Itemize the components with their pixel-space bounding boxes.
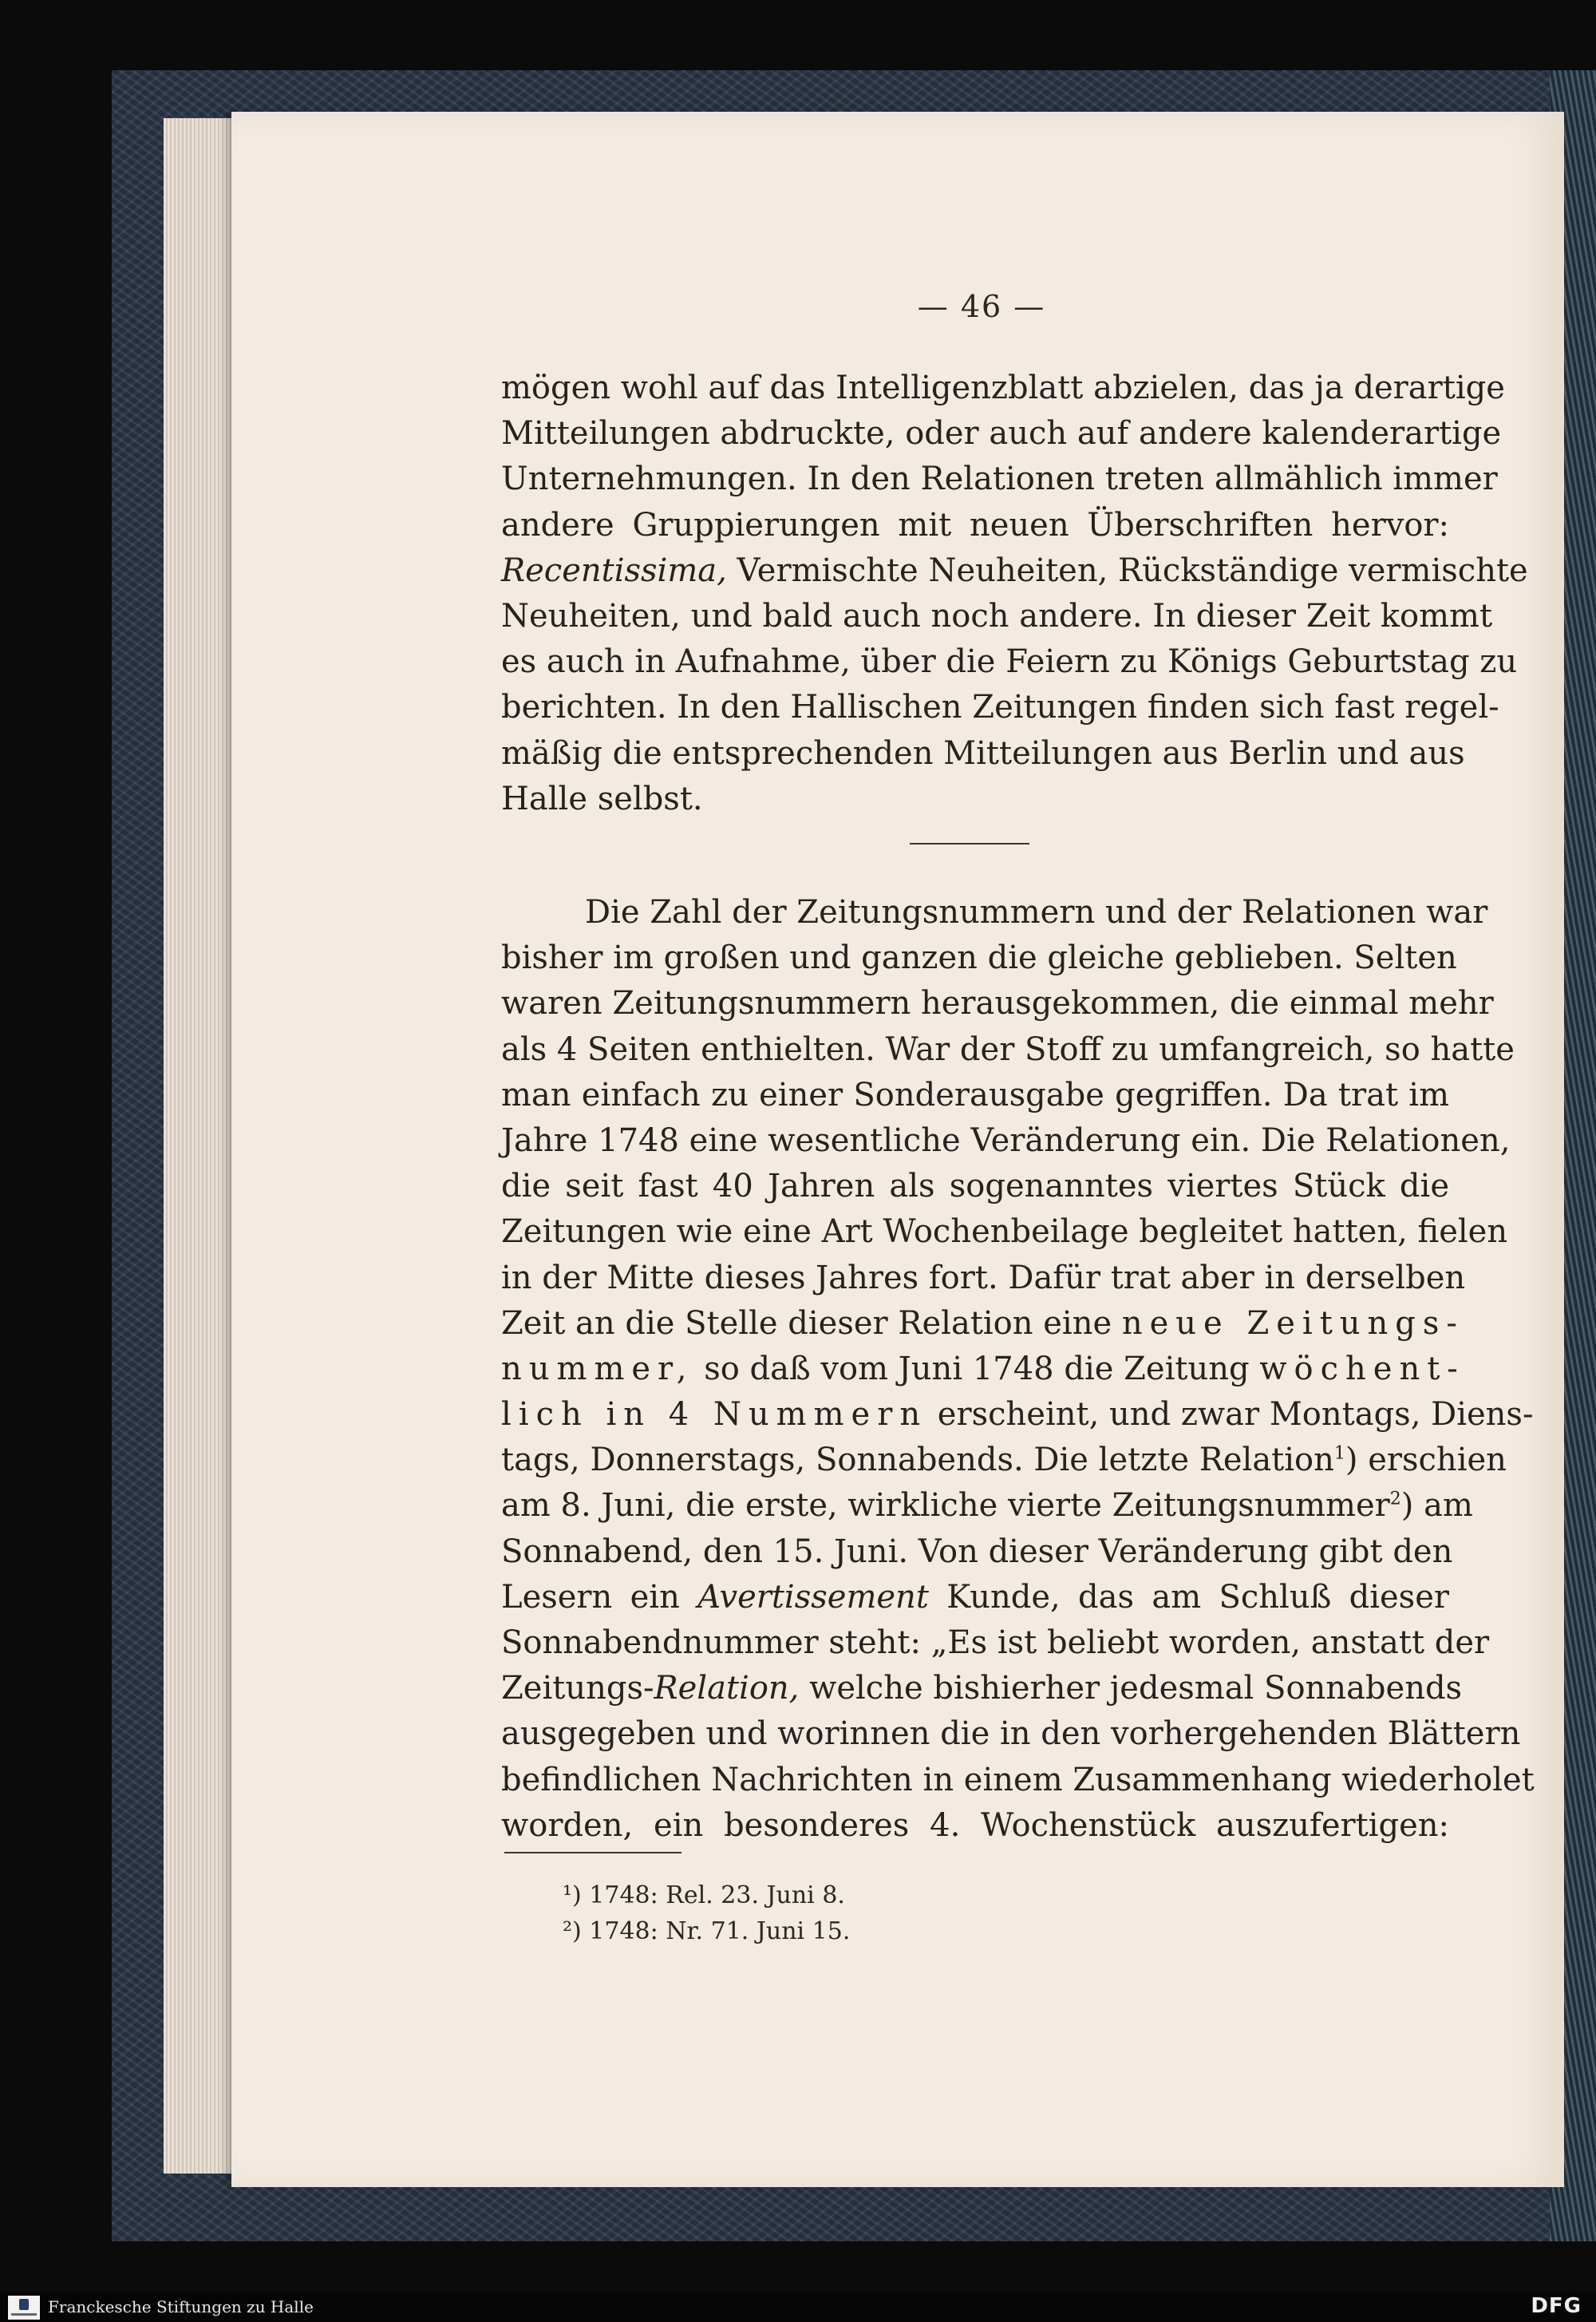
text-fragment: Kunde, das am Schluß dieser	[946, 1578, 1450, 1616]
section-divider	[910, 843, 1029, 845]
spaced-emphasis: wöchent-	[1259, 1350, 1465, 1387]
footnote-2: ²) 1748: Nr. 71. Juni 15.	[563, 1917, 851, 1945]
text-line: Sonnabend, den 15. Juni. Von dieser Veränderung gibt den	[501, 1533, 1453, 1570]
footnote-ref-1: 1	[1333, 1443, 1345, 1464]
text-line	[501, 1438, 1507, 1483]
spaced-emphasis: lich in 4 Nummern	[501, 1396, 928, 1434]
text-line: Zeitungen wie eine Art Wochenbeilage begleitet hatten, fielen	[501, 1213, 1508, 1251]
italic-term: Recentissima,	[501, 552, 727, 589]
text-line: als 4 Seiten enthielten. War der Stoff zu umfangreich, so hatte	[501, 1030, 1515, 1068]
footnotes	[563, 1877, 1121, 1949]
footnote-ref-2: 2	[1389, 1489, 1401, 1510]
italic-term: Avertissement	[697, 1578, 929, 1616]
text-line: Halle selbst.	[501, 780, 703, 817]
text-line	[501, 1347, 1465, 1392]
text-line: in der Mitte dieses Jahres fort. Dafür trat aber in derselben	[501, 1259, 1466, 1296]
paragraph-2	[501, 890, 1535, 1849]
text-line	[501, 1575, 1449, 1620]
text-line: es auch in Aufnahme, über die Feiern zu Königs Geburtstag zu	[501, 643, 1518, 681]
text-line: bisher im großen und ganzen die gleiche geblieben. Selten	[501, 939, 1457, 977]
text-fragment: ) am	[1400, 1487, 1473, 1525]
text-line: befindlichen Nachrichten in einem Zusammenhang wiederholet	[501, 1761, 1535, 1798]
logo-underline	[11, 2313, 37, 2316]
text-line: ausgegeben und worinnen die in den vorhergehenden Blättern	[501, 1715, 1521, 1753]
text-line: Sonnabendnummer steht: „Es ist beliebt worden, anstatt der	[501, 1624, 1490, 1661]
text-line: die seit fast 40 Jahren als sogenanntes viertes Stück die	[501, 1168, 1449, 1205]
italic-term: Relation,	[654, 1670, 800, 1707]
text-line: Unternehmungen. In den Relationen treten allmählich immer	[501, 461, 1498, 498]
text-fragment: Lesern ein	[501, 1578, 680, 1616]
footnote-rule	[504, 1852, 681, 1853]
paragraph-1	[501, 366, 1528, 822]
text-fragment: Zeitungs-	[501, 1670, 654, 1707]
spaced-emphasis: nummer,	[501, 1350, 694, 1387]
text-line: man einfach zu einer Sonderausgabe gegriffen. Da trat im	[501, 1076, 1449, 1114]
institution-name: Franckesche Stiftungen zu Halle	[48, 2297, 314, 2316]
text-fragment: Zeit an die Stelle dieser Relation eine	[501, 1304, 1112, 1342]
text-line: mögen wohl auf das Intelligenzblatt abzielen, das ja derartige	[501, 370, 1505, 406]
text-fragment: Vermischte Neuheiten, Rückständige vermischte	[726, 552, 1528, 589]
footnote-1: ¹) 1748: Rel. 23. Juni 8.	[563, 1881, 845, 1909]
text-fragment: welche bishierher jedesmal Sonnabends	[809, 1670, 1463, 1707]
text-line: Jahre 1748 eine wesentliche Veränderung ein. Die Relationen,	[501, 1121, 1511, 1159]
text-line: Die Zahl der Zeitungsnummern und der Relationen war	[585, 894, 1488, 931]
page-stack-edges	[164, 118, 239, 2174]
text-fragment: ) erschien	[1345, 1442, 1507, 1479]
text-fragment: erscheint, und zwar Montags, Diens-	[937, 1396, 1534, 1434]
text-line	[501, 1666, 1463, 1711]
logo-mark	[19, 2299, 29, 2310]
text-line: Mitteilungen abdruckte, oder auch auf andere kalenderartige	[501, 415, 1502, 453]
text-fragment: tags, Donnerstags, Sonnabends. Die letzte Relation	[501, 1442, 1334, 1479]
text-line: worden, ein besonderes 4. Wochenstück auszufertigen:	[501, 1806, 1449, 1844]
spaced-emphasis: neue Zeitungs-	[1121, 1304, 1464, 1342]
page-number: — 46 —	[917, 289, 1046, 324]
text-fragment: so daß vom Juni 1748 die Zeitung	[704, 1350, 1250, 1387]
text-line: andere Gruppierungen mit neuen Überschriften hervor:	[501, 506, 1449, 544]
text-line: Neuheiten, und bald auch noch andere. In dieser Zeit kommt	[501, 597, 1493, 635]
text-line: waren Zeitungsnummern herausgekommen, die einmal mehr	[501, 985, 1494, 1023]
text-line	[501, 1392, 1534, 1438]
text-fragment: am 8. Juni, die erste, wirkliche vierte Zeitungsnummer	[501, 1487, 1390, 1525]
text-line	[501, 548, 1528, 594]
dfg-logo: DFG	[1531, 2294, 1582, 2318]
text-line	[501, 1301, 1464, 1347]
text-line	[501, 1483, 1473, 1529]
text-line: berichten. In den Hallischen Zeitungen finden sich fast regel-	[501, 689, 1499, 726]
institution-logo-icon	[8, 2296, 40, 2320]
text-line: mäßig die entsprechenden Mitteilungen aus Berlin und aus	[501, 734, 1465, 772]
